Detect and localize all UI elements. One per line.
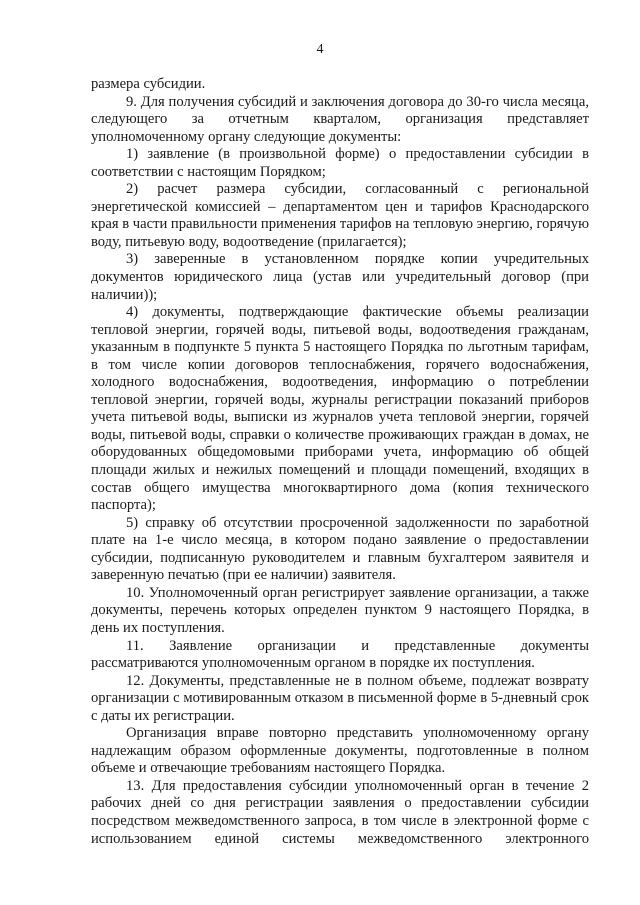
paragraph-8: 10. Уполномоченный орган регистрирует заявление организации, а также документы, перечень которых определен пунктом 9 настоящего Порядка, в день их поступления. xyxy=(91,584,589,636)
document-body xyxy=(91,76,589,848)
paragraph-10: 12. Документы, представленные не в полном объеме, подлежат возврату организации с мотивированным отказом в письменной форме в 5-дневный срок с даты их регистрации. xyxy=(91,672,589,724)
paragraph-12: 13. Для предоставления субсидии уполномоченный орган в течение 2 рабочих дней со дня регистрации заявления о предоставлении субсидии посредством межведомственного запроса, в том числе в электронной форме с использованием единой системы межведомственного электронного xyxy=(91,777,589,847)
paragraph-6: 4) документы, подтверждающие фактические объемы реализации тепловой энергии, горячей воды, питьевой воды, водоотведения гражданам, указанным в подпункте 5 пункта 5 настоящего Порядка по льготным тарифам, в том числе копии договоров теплоснабжения, горячего водоснабжения, холодного водоснабжения, водоотведения, информацию о потреблении тепловой энергии, горячей воды, журналы регистрации показаний приборов учета питьевой воды, выписки из журналов учета тепловой энергии, горячей воды, питьевой воды, справки о количестве проживающих граждан в домах, не оборудованных общедомовыми приборами учета, информацию об общей площади жилых и нежилых помещений и площади помещений, входящих в состав общего имущества многоквартирного дома (копия технического паспорта); xyxy=(91,304,589,514)
paragraph-7: 5) справку об отсутствии просроченной задолженности по заработной плате на 1-е число месяца, в котором подано заявление о предоставлении субсидии, подписанную руководителем и главным бухгалтером заявителя и заверенную печатью (при ее наличии) заявителя. xyxy=(91,514,589,584)
page-number: 4 xyxy=(316,42,324,57)
paragraph-11: Организация вправе повторно представить уполномоченному органу надлежащим образом оформленные документы, подготовленные в полном объеме и отвечающие требованиям настоящего Порядка. xyxy=(91,725,589,777)
paragraph-9: 11. Заявление организации и представленные документы рассматриваются уполномоченным органом в порядке их поступления. xyxy=(91,637,589,672)
paragraph-4: 2) расчет размера субсидии, согласованный с региональной энергетической комиссией – департаментом цен и тарифов Краснодарского края в части правильности применения тарифов на тепловую энергию, горячую воду, питьевую воду, водоотведение (прилагается); xyxy=(91,181,589,250)
paragraph-1: размера субсидии. xyxy=(91,76,206,92)
paragraph-2: 9. Для получения субсидий и заключения договора до 30-го числа месяца, следующего за отчетным кварталом, организация представляет уполномоченному органу следующие документы: xyxy=(91,93,589,145)
paragraph-3: 1) заявление (в произвольной форме) о предоставлении субсидии в соответствии с настоящим Порядком; xyxy=(91,146,589,180)
paragraph-5: 3) заверенные в установленном порядке копии учредительных документов юридического лица (устав или учредительный договор (при наличии)); xyxy=(91,251,589,303)
